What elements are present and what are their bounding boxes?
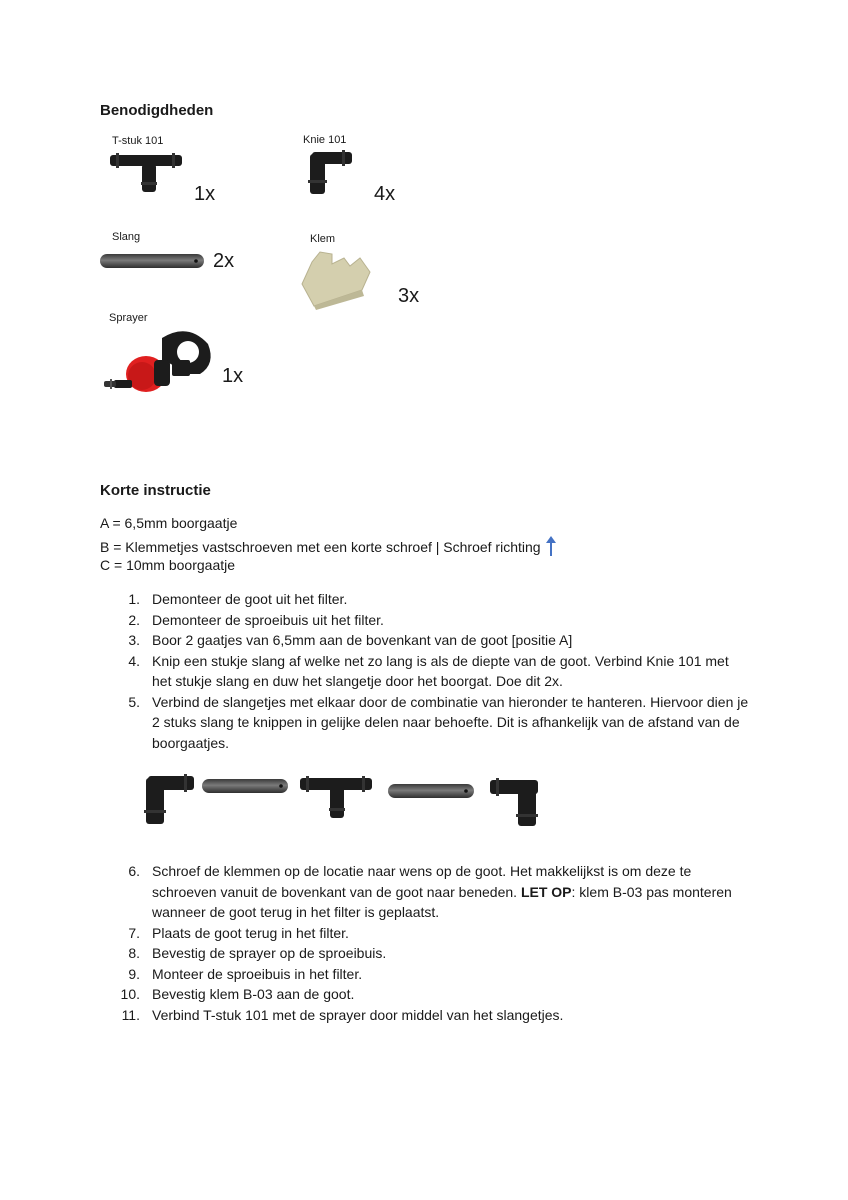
elbow-qty: 4x <box>374 183 396 205</box>
step-item: 4. Knip een stukje slang af welke net zo lang is als de diepte van de goot. Verbind Knie 101 met het stukje slang en duw het slangetje door het boorgat. Doe dit 2x. <box>128 652 729 689</box>
step-item: 6. Schroef de klemmen op de locatie naar wens op de goot. Het makkelijkst is om deze te schroeven vanuit de bovenkant van de goot naar beneden. LET OP: klem B-03 pas monteren wanneer de goot terug in het filter is geplaatst. <box>128 863 732 920</box>
assembly-diagram <box>140 770 550 828</box>
assembly-elbow-right <box>490 778 538 826</box>
supplies-heading: Benodigdheden <box>100 102 214 119</box>
elbow-label: Knie 101 <box>303 134 347 146</box>
clamp-label: Klem <box>310 233 336 245</box>
warning-label: LET OP <box>520 883 572 900</box>
sprayer-image <box>104 324 216 404</box>
hose-label: Slang <box>112 231 141 243</box>
elbow-image <box>304 148 356 200</box>
step-item: 3. Boor 2 gaatjes van 6,5mm aan de bovenkant van de goot [positie A] <box>128 632 573 648</box>
assembly-elbow-left <box>144 774 194 824</box>
instructions-heading: Korte instructie <box>100 482 211 499</box>
legend-b-text: B = Klemmetjes vastschroeven met een korte schroef | Schroef richting <box>100 539 541 555</box>
step-item: 5. Verbind de slangetjes met elkaar door de combinatie van hieronder te hanteren. Hiervoor dien je 2 stuks slang te knippen in gelijke delen naar behoefte. Dit is afhankelijk van de afstand van de boorgaatjes. <box>128 693 749 751</box>
step-item: 8. Bevestig de sprayer op de sproeibuis. <box>128 945 387 961</box>
step-item: 11. Verbind T-stuk 101 met de sprayer door middel van het slangetjes. <box>121 1006 564 1023</box>
legend-b <box>100 536 556 556</box>
step-item: 1. Demonteer de goot uit het filter. <box>128 591 348 607</box>
steps-list-1 <box>100 589 752 753</box>
assembly-hose-left <box>202 779 288 793</box>
up-arrow-icon <box>546 536 556 556</box>
t-piece-image <box>106 148 186 196</box>
sprayer-label: Sprayer <box>109 312 148 324</box>
t-piece-qty: 1x <box>194 183 216 205</box>
legend-c: C = 10mm boorgaatje <box>100 557 236 573</box>
step-item: 7. Plaats de goot terug in het filter. <box>128 924 349 941</box>
step-item: 2. Demonteer de sproeibuis uit het filter. <box>128 611 384 628</box>
clamp-image <box>298 248 374 310</box>
clamp-qty: 3x <box>398 285 420 307</box>
step-item: 10. Bevestig klem B-03 aan de goot. <box>120 986 355 1002</box>
t-piece-label: T-stuk 101 <box>112 135 164 147</box>
steps-list-2 <box>100 861 752 1025</box>
legend-a: A = 6,5mm boorgaatje <box>100 515 238 531</box>
hose-qty: 2x <box>213 250 235 272</box>
step-item: 9. Monteer de sproeibuis in het filter. <box>128 965 363 982</box>
assembly-hose-right <box>388 784 474 798</box>
hose-image <box>100 252 206 272</box>
assembly-t-piece <box>300 776 372 818</box>
sprayer-qty: 1x <box>222 365 244 387</box>
